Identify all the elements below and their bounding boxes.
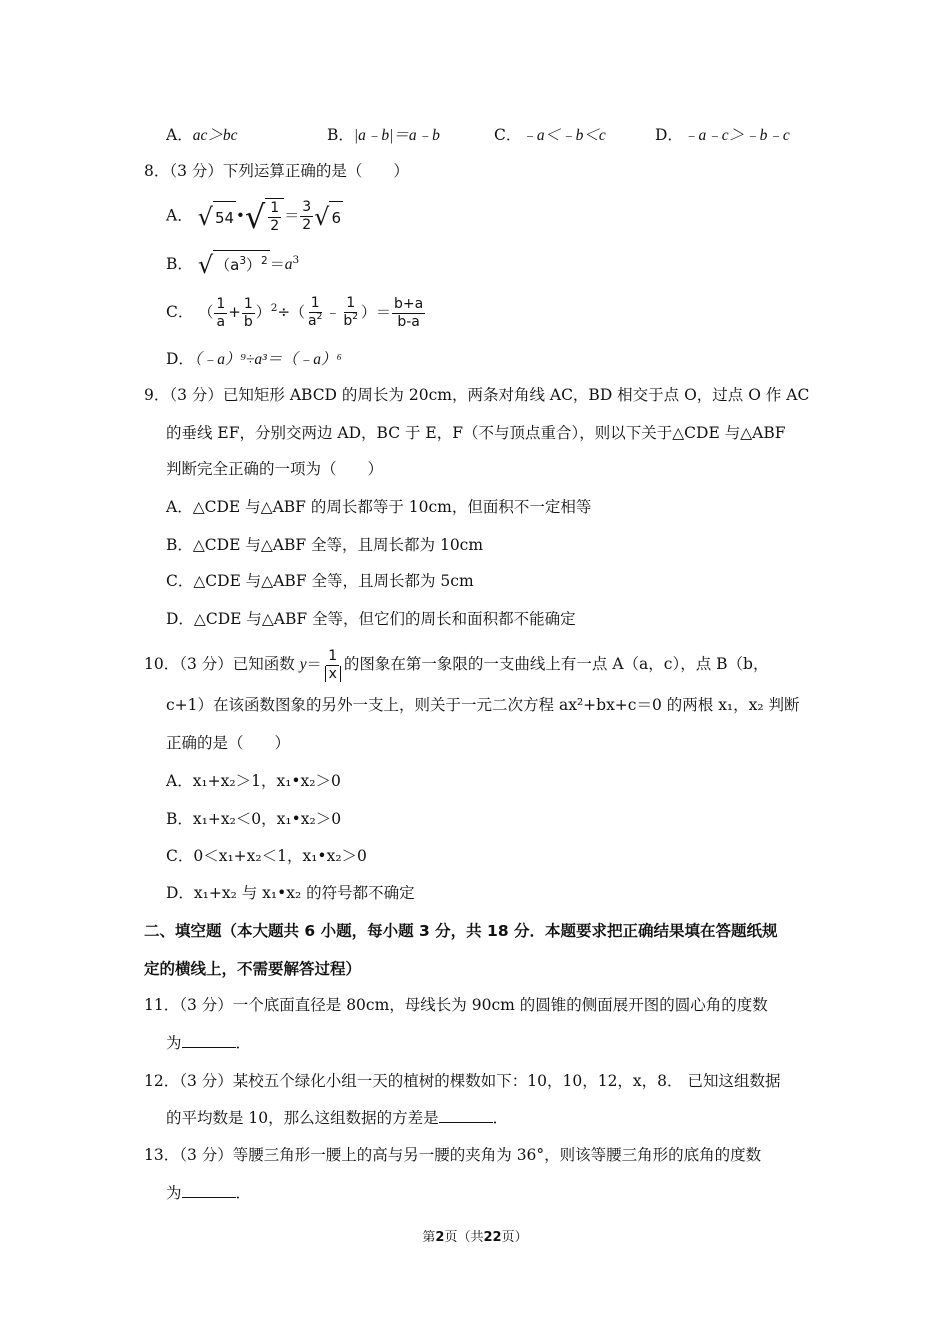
q7-option-a: ac＞bc (192, 127, 238, 144)
total-pages: 22 (483, 1230, 502, 1245)
q10-option-c: C．0＜x₁+x₂＜1，x₁•x₂＞0 (166, 847, 367, 865)
q9-line3: 判断完全正确的一项为（ ） (166, 460, 384, 478)
q7-option-c: ﹣a＜﹣b＜c (521, 127, 606, 144)
q9-line1: 9．（3 分）已知矩形 ABCD 的周长为 20cm，两条对角线 AC，BD 相交于点 O，过点 O 作 AC (144, 386, 810, 404)
q13-line1: 13．（3 分）等腰三角形一腰上的高与另一腰的夹角为 36°，则该等腰三角形的底角的度数 (144, 1146, 762, 1164)
q9-option-d: D．△CDE 与△ABF 全等，但它们的周长和面积都不能确定 (166, 610, 576, 628)
q9-line2: 的垂线 EF，分别交两边 AD，BC 于 E，F（不与顶点重合），则以下关于△CDE 与△ABF (166, 424, 786, 442)
q10-option-d: D．x₁+x₂ 与 x₁•x₂ 的符号都不确定 (166, 884, 415, 902)
q12-line2: 的平均数是 10，那么这组数据的方差是 ． (166, 1109, 509, 1127)
q7-option-d-row: D．﹣a﹣c＞﹣b﹣c (655, 126, 790, 144)
section-heading-cont: 定的横线上，不需要解答过程） (144, 960, 362, 978)
q10-option-b: B．x₁+x₂＜0，x₁•x₂＞0 (166, 810, 342, 828)
q9-option-a: A．△CDE 与△ABF 的周长都等于 10cm，但面积不一定相等 (166, 498, 592, 516)
q9-option-c: C．△CDE 与△ABF 全等，且周长都为 5cm (166, 572, 474, 590)
answer-blank[interactable] (439, 1108, 493, 1123)
q7-option-b-row: B．|a﹣b|＝a﹣b (327, 126, 440, 144)
section-heading: 二、填空题（本大题共 6 小题，每小题 3 分，共 18 分．本题要求把正确结果填在答题纸规 (144, 922, 778, 940)
q8-option-a: A． √ 54 • √ $\frac{1}{2}$ ＝ $\frac{3}{2}$ √ 6 (166, 197, 341, 236)
q10-line1: 10．（3 分）已知函数 y＝ $\frac{1}{x}$ 的图象在第一象限的一支曲线上有一点 A（a，c），点 B（b， (144, 647, 769, 682)
sqrt-54: √ 54 (197, 202, 235, 231)
q10-option-a: A．x₁+x₂＞1，x₁•x₂＞0 (166, 772, 341, 790)
q11-line2: 为 ． (166, 1034, 252, 1052)
q7-option-c-row: C．﹣a＜﹣b＜c (494, 126, 606, 144)
q8-option-c: C． （ $\frac{1}{a}$ + $\frac{1}{b}$ ）$^2$÷（ $\frac{1}{a^2}$ ﹣ $\frac{1}{b^2}$ ）＝ $\frac{b+a}{b-a}$ (166, 294, 424, 330)
q11-line1: 11．（3 分）一个底面直径是 80cm，母线长为 90cm 的圆锥的侧面展开图的圆心角的度数 (144, 996, 768, 1014)
q8-stem: 8．（3 分）下列运算正确的是（ ） (144, 162, 409, 180)
q12-line1: 12．（3 分）某校五个绿化小组一天的植树的棵数如下：10，10，12，x，8． 已知这组数据 (144, 1072, 781, 1090)
answer-blank[interactable] (182, 1033, 236, 1048)
q7-option-d: ﹣a﹣c＞﹣b﹣c (682, 127, 790, 144)
page-footer: 第2页（共22页） (422, 1230, 528, 1245)
q8-option-b: B． √ $(a^3)^2$ $=a^3$ (166, 251, 300, 279)
q10-line2: c+1）在该函数图象的另外一支上，则关于一元二次方程 ax²+bx+c＝0 的两根 x₁，x₂ 判断 (166, 696, 800, 714)
q10-fraction: $\frac{1}{x}$ (323, 648, 343, 683)
q9-option-b: B．△CDE 与△ABF 全等，且周长都为 10cm (166, 536, 484, 554)
q10-line3: 正确的是（ ） (166, 734, 291, 752)
q7-options: A．ac＞bc (166, 126, 238, 144)
q8-option-d: D．（﹣a）⁹÷a³＝（﹣a）⁶ (166, 350, 342, 368)
q7-option-b: |a﹣b|＝a﹣b (353, 127, 440, 144)
q13-line2: 为 ． (166, 1184, 252, 1202)
answer-blank[interactable] (182, 1183, 236, 1198)
page-number: 2 (435, 1230, 445, 1245)
